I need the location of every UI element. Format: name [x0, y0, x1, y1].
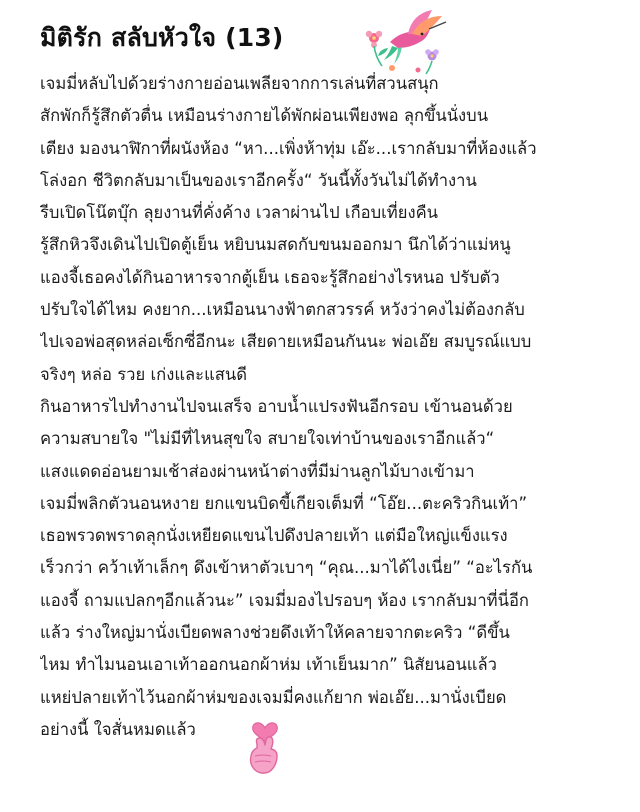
story-line: โล่งอก ชีวิตกลับมาเป็นของเราอีกครั้ง“ วันนี้ทั้งวันไม่ได้ทำงาน [40, 170, 477, 190]
cropped-header-strip [0, 0, 640, 6]
story-line: เจมมี่พลิกตัวนอนหงาย ยกแขนบิดขี้เกียจเต็มที่ “โอ๊ย...ตะคริวกินเท้า” [40, 493, 528, 513]
story-line: รู้สึกหิวจึงเดินไปเปิดตู้เย็น หยิบนมสดกับขนมออกมา นึกได้ว่าแม่หนู [40, 235, 511, 255]
story-body [40, 68, 620, 746]
story-line: รีบเปิดโน๊ตบุ๊ก ลุยงานที่คั่งค้าง เวลาผ่านไป เกือบเที่ยงคืน [40, 203, 439, 223]
story-line: เจมมี่หลับไปด้วยร่างกายอ่อนเพลียจากการเล่นที่สวนสนุก [40, 74, 439, 93]
story-line: ความสบายใจ "ไม่มีที่ไหนสุขใจ สบายใจเท่าบ้านของเราอีกแล้ว“ [40, 429, 495, 449]
finger-heart-hand-icon [243, 718, 287, 776]
story-line: ปรับใจได้ไหม คงยาก...เหมือนนางฟ้าตกสวรรค์ หวังว่าคงไม่ต้องกลับ [40, 300, 525, 320]
hummingbird-flowers-icon [362, 6, 452, 76]
story-line: เร็วกว่า คว้าเท้าเล็กๆ ดึงเข้าหาตัวเบาๆ “คุณ...มาได้ไงเนี่ย” “อะไรกัน [40, 558, 533, 578]
story-line: แองจี้เธอคงได้กินอาหารจากตู้เย็น เธอจะรู้สึกอย่างไรหนอ ปรับตัว [40, 267, 500, 287]
story-line: ไปเจอพ่อสุดหล่อเซ็กซี่อีกนะ เสียดายเหมือนกันนะ พ่อเอ๊ย สมบูรณ์แบบ [40, 332, 532, 352]
story-line: กินอาหารไปทำงานไปจนเสร็จ อาบน้ำแปรงฟันอีกรอบ เข้านอนด้วย [40, 396, 513, 416]
story-line: เตียง มองนาฬิกาที่ผนังห้อง “หา...เพิ่งห้าทุ่ม เอ๊ะ...เรากลับมาที่ห้องแล้ว [40, 138, 537, 158]
story-line: ไหม ทำไมนอนเอาเท้าออกนอกผ้าห่ม เท้าเย็นมาก” นิสัยนอนแล้ว [40, 655, 497, 675]
story-line: อย่างนี้ ใจสั่นหมดแล้ว [40, 719, 196, 739]
story-title: มิติรัก สลับหัวใจ (13) [40, 23, 284, 52]
story-line: สักพักก็รู้สึกตัวตื่น เหมือนร่างกายได้พักผ่อนเพียงพอ ลุกขึ้นนั่งบน [40, 106, 489, 126]
story-line: แสงแดดอ่อนยามเช้าส่องผ่านหน้าต่างที่มีม่านลูกไม้บางเข้ามา [40, 461, 475, 481]
story-line: แล้ว ร่างใหญ่มานั่งเบียดพลางช่วยดึงเท้าให้คลายจากตะคริว “ดีขึ้น [40, 623, 510, 643]
story-line: เธอพรวดพราดลุกนั่งเหยียดแขนไปดึงปลายเท้า แต่มือใหญ่แข็งแรง [40, 526, 508, 546]
story-line: แองจี้ ถามแปลกๆอีกแล้วนะ” เจมมี่มองไปรอบๆ ห้อง เรากลับมาที่นี่อีก [40, 590, 529, 610]
story-line: จริงๆ หล่อ รวย เก่งและแสนดี [40, 364, 248, 384]
story-line: แหย่ปลายเท้าไว้นอกผ้าห่มของเจมมี่คงแก้ยาก พ่อเอ๊ย...มานั่งเบียด [40, 687, 507, 707]
